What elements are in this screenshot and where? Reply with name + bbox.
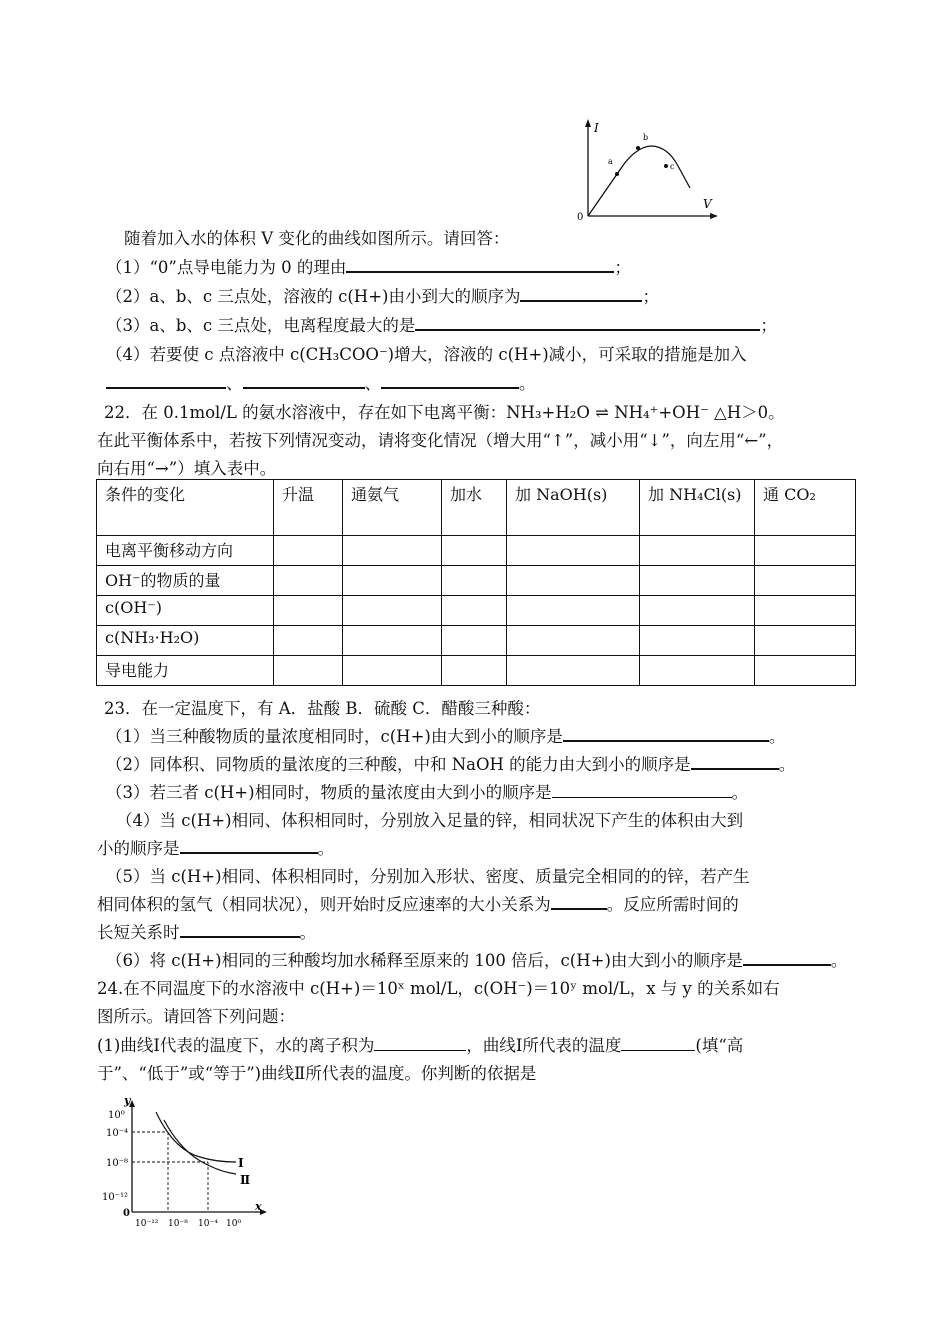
table-cell[interactable] [755, 596, 856, 626]
q23-title: 23．在一定温度下，有 A．盐酸 B．硫酸 C．醋酸三种酸： [104, 699, 541, 718]
q22-line2: 在此平衡体系中，若按下列情况变动，请将变化情况（增大用“↑”，减小用“↓”，向左用“←”， [97, 431, 784, 450]
table-cell[interactable] [507, 626, 640, 656]
q23-answer1-blank[interactable] [563, 723, 769, 742]
q22-line1: 22．在 0.1mol/L 的氨水溶液中，存在如下电离平衡：NH₃+H₂O ⇌ NH₄⁺+OH⁻ △H＞0。 [104, 403, 785, 422]
q21-answer4b-blank[interactable] [243, 370, 365, 389]
table-cell[interactable] [507, 596, 640, 626]
point-b-label: b [643, 133, 649, 142]
q24-line3: (1)曲线Ⅰ代表的温度下，水的离子积为 ，曲线Ⅰ所代表的温度 (填“高 [97, 1032, 743, 1056]
table-cell[interactable] [343, 626, 442, 656]
table-cell[interactable] [640, 626, 755, 656]
q22-line3: 向右用“→”）填入表中。 [97, 459, 277, 478]
q23-part1: （1）当三种酸物质的量浓度相同时，c(H+)由大到小的顺序是 。 [106, 723, 785, 747]
conductivity-curve [588, 146, 690, 216]
equilibrium-table [96, 479, 856, 686]
x-tick-label: 10⁻¹² [135, 1219, 159, 1229]
table-header-cell: 升温 [274, 480, 343, 536]
table-row [97, 656, 856, 686]
x-tick-label: 10⁻⁴ [198, 1219, 218, 1229]
table-cell[interactable] [755, 626, 856, 656]
table-row-label: OH⁻的物质的量 [97, 566, 274, 596]
table-cell[interactable] [755, 566, 856, 596]
curve-2 [164, 1120, 236, 1174]
table-cell[interactable] [442, 626, 507, 656]
table-row [97, 626, 856, 656]
table-cell[interactable] [442, 596, 507, 626]
table-row-label: 导电能力 [97, 656, 274, 686]
table-row-label: c(NH₃·H₂O) [97, 626, 274, 656]
q21-answer2-blank[interactable] [520, 283, 642, 302]
table-cell[interactable] [640, 656, 755, 686]
q21-answer4a-blank[interactable] [106, 370, 226, 389]
q21-answer4c-blank[interactable] [381, 370, 519, 389]
q23-answer3-blank[interactable] [552, 780, 732, 798]
table-header-cell: 通 CO₂ [755, 480, 856, 536]
conductivity-graph [572, 116, 722, 226]
q23-answer2-blank[interactable] [691, 751, 779, 770]
q23-part2: （2）同体积、同物质的量浓度的三种酸，中和 NaOH 的能力由大到小的顺序是 。 [106, 751, 795, 775]
table-header-cell: 通氨气 [343, 480, 442, 536]
y-tick-label: 10⁻⁴ [106, 1128, 129, 1139]
q23-answer6-blank[interactable] [743, 947, 831, 966]
table-cell[interactable] [442, 656, 507, 686]
graph-x-label: V [703, 197, 712, 211]
table-cell[interactable] [343, 596, 442, 626]
table-header-cell: 加 NH₄Cl(s) [640, 480, 755, 536]
q23-part3: （3）若三者 c(H+)相同时，物质的量浓度由大到小的顺序是 。 [106, 779, 748, 803]
table-cell[interactable] [640, 596, 755, 626]
table-cell[interactable] [507, 536, 640, 566]
q24-ion-product-blank[interactable] [374, 1033, 466, 1051]
curve-2-label: Ⅱ [240, 1173, 251, 1187]
q23-answer4-blank[interactable] [180, 835, 318, 854]
point-a [615, 172, 619, 176]
q24-temperature-blank[interactable] [621, 1033, 695, 1051]
q21-answer1-blank[interactable] [346, 254, 614, 273]
y-tick-label: 10⁻⁸ [106, 1158, 129, 1169]
table-row [97, 536, 856, 566]
table-cell[interactable] [274, 566, 343, 596]
q24-line4: 于”、“低于”或“等于”)曲线Ⅱ所代表的温度。你判断的依据是 [97, 1064, 537, 1083]
table-row-label: c(OH⁻) [97, 596, 274, 626]
y-tick-label: 10⁰ [108, 1110, 125, 1121]
table-cell[interactable] [442, 536, 507, 566]
ion-product-graph [98, 1092, 278, 1229]
table-cell[interactable] [274, 596, 343, 626]
x-tick-label: 10⁰ [226, 1219, 242, 1229]
q21-part1: （1）“0”点导电能力为 0 的理由 ； [106, 254, 631, 278]
q21-answer3-blank[interactable] [415, 312, 760, 331]
curve-1-label: Ⅰ [238, 1156, 244, 1170]
q21-part4-blanks: 、 、 。 [106, 370, 536, 394]
table-cell[interactable] [274, 626, 343, 656]
table-cell[interactable] [640, 536, 755, 566]
y-tick-label: 10⁻¹² [102, 1192, 129, 1203]
q23-part5b: 相同体积的氢气（相同状况），则开始时反应速率的大小关系为 。反应所需时间的 [97, 891, 739, 915]
table-cell[interactable] [640, 566, 755, 596]
table-cell[interactable] [343, 656, 442, 686]
graph-origin: 0 [123, 1208, 130, 1219]
table-cell[interactable] [442, 566, 507, 596]
table-row-label: 电离平衡移动方向 [97, 536, 274, 566]
point-a-label: a [608, 157, 613, 166]
q23-part6: （6）将 c(H+)相同的三种酸均加水稀释至原来的 100 倍后，c(H+)由大到小的顺序是 。 [106, 947, 847, 971]
table-header-row [97, 480, 856, 536]
table-header-cell: 加 NaOH(s) [507, 480, 640, 536]
q23-part5c: 长短关系时 。 [97, 919, 316, 943]
q23-part4b: 小的顺序是 。 [97, 835, 334, 859]
graph-x-label: x [255, 1200, 262, 1213]
q21-part2: （2）a、b、c 三点处，溶液的 c(H+)由小到大的顺序为 ； [106, 283, 659, 307]
q23-part5a: （5）当 c(H+)相同、体积相同时，分别加入形状、密度、质量完全相同的的锌，若产生 [106, 867, 750, 886]
graph-y-label: y [124, 1094, 131, 1107]
table-cell[interactable] [755, 536, 856, 566]
q23-answer5b-blank[interactable] [180, 919, 300, 938]
q21-part4: （4）若要使 c 点溶液中 c(CH₃COO⁻)增大，溶液的 c(H+)减小，可采取的措施是加入 [106, 345, 747, 364]
point-c [664, 164, 668, 168]
table-header-cell: 条件的变化 [97, 480, 274, 536]
q23-answer5a-blank[interactable] [551, 891, 607, 910]
graph-origin: 0 [577, 212, 584, 223]
x-tick-label: 10⁻⁸ [168, 1219, 188, 1229]
table-cell[interactable] [274, 656, 343, 686]
table-row [97, 596, 856, 626]
q21-part3: （3）a、b、c 三点处，电离程度最大的是 ； [106, 312, 777, 336]
table-cell[interactable] [507, 566, 640, 596]
point-c-label: c [670, 162, 675, 171]
graph-y-label: I [594, 121, 599, 135]
table-cell[interactable] [507, 656, 640, 686]
q21-intro: 随着加入水的体积 V 变化的曲线如图所示。请回答： [124, 229, 510, 248]
table-cell[interactable] [343, 566, 442, 596]
q23-part4a: （4）当 c(H+)相同、体积相同时，分别放入足量的锌，相同状况下产生的体积由大到 [116, 811, 744, 830]
table-cell[interactable] [274, 536, 343, 566]
table-header-cell: 加水 [442, 480, 507, 536]
table-cell[interactable] [755, 656, 856, 686]
table-row [97, 566, 856, 596]
q24-line1: 24.在不同温度下的水溶液中 c(H+)＝10ˣ mol/L，c(OH⁻)＝10ʸ mol/L，x 与 y 的关系如右 [97, 979, 780, 998]
q24-line2: 图所示。请回答下列问题： [97, 1007, 295, 1026]
table-cell[interactable] [343, 536, 442, 566]
point-b [636, 146, 640, 150]
